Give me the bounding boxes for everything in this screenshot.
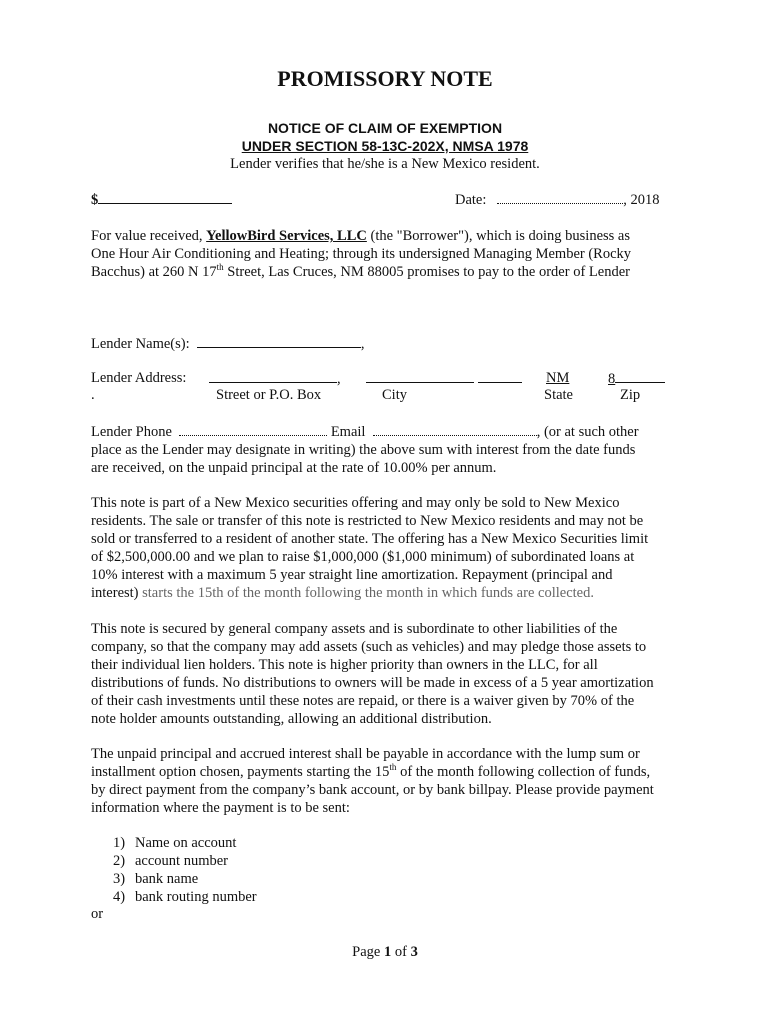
date-year: , 2018 <box>623 192 660 208</box>
intro-paragraph <box>91 227 691 281</box>
lender-name-blank[interactable] <box>197 335 361 348</box>
secured-paragraph <box>91 620 691 728</box>
city-blank-2[interactable] <box>478 370 522 383</box>
lender-name-field[interactable] <box>91 335 365 353</box>
phone-blank[interactable] <box>179 423 327 436</box>
secured-line: note holder amounts outstanding, allowing an additional distribution. <box>91 711 492 727</box>
intro-text: For value received, <box>91 228 207 244</box>
contact-line: are received, on the unpaid principal at the rate of 10.00% per annum. <box>91 460 497 476</box>
date-label: Date: <box>455 192 487 208</box>
lender-name-comma: , <box>360 336 365 352</box>
intro-text: Bacchus) at 260 N 17 <box>91 264 217 280</box>
state-value[interactable]: NM <box>546 370 570 386</box>
state-caption: State <box>544 387 573 403</box>
email-blank[interactable] <box>373 423 537 436</box>
contact-text: , (or at such other <box>536 424 639 440</box>
payment-text: of the month following collection of funds, <box>396 764 651 780</box>
zip-field[interactable] <box>608 370 665 388</box>
secured-line: distributions of funds. No distributions to owners will be made in excess of a 5 year amortization <box>91 675 654 691</box>
list-text: bank name <box>135 871 199 887</box>
secured-line: This note is secured by general company assets and is subordinate to other liabilities of the <box>91 621 618 637</box>
street-blank[interactable] <box>209 370 337 383</box>
intro-line: One Hour Air Conditioning and Heating; through its undersigned Managing Member (Rocky <box>91 246 632 262</box>
lender-name-label: Lender Name(s): <box>91 336 190 352</box>
list-text: Name on account <box>135 835 237 851</box>
notice-residency: Lender verifies that he/she is a New Mexico resident. <box>230 156 540 172</box>
payment-paragraph <box>91 745 691 817</box>
street-caption: Street or P.O. Box <box>216 387 322 403</box>
list-number: 1) <box>113 835 126 851</box>
street-comma: , <box>337 371 341 387</box>
page-label: Page <box>352 944 384 960</box>
dollar-sign: $ <box>91 192 99 208</box>
intro-text: Street, Las Cruces, NM 88005 promises to pay to the order of Lender <box>223 264 630 280</box>
intro-text: (the "Borrower"), which is doing business as <box>366 228 630 244</box>
amount-blank[interactable] <box>98 191 232 204</box>
amount-field[interactable] <box>91 191 232 209</box>
secured-line: company, so that the company may add assets (such as vehicles) and may pledge those assets to <box>91 639 647 655</box>
list-number: 4) <box>113 889 126 905</box>
list-text: account number <box>135 853 229 869</box>
city-caption: City <box>382 387 407 403</box>
street-field[interactable] <box>209 370 341 388</box>
securities-paragraph <box>91 494 691 602</box>
securities-line: residents. The sale or transfer of this note is restricted to New Mexico residents and may not be <box>91 513 644 529</box>
date-blank[interactable] <box>497 191 623 204</box>
superscript: th <box>389 763 397 773</box>
payment-text: installment option chosen, payments starting the 15 <box>91 764 390 780</box>
notice-heading: NOTICE OF CLAIM OF EXEMPTION <box>267 120 503 136</box>
borrower-company: YellowBird Services, LLC <box>206 228 367 244</box>
phone-label: Lender Phone <box>91 424 172 440</box>
date-field[interactable] <box>455 191 660 209</box>
superscript: th <box>216 263 224 273</box>
payment-line: information where the payment is to be sent: <box>91 800 350 816</box>
payment-line: by direct payment from the company’s bank account, or by bank billpay. Please provide payment <box>91 782 654 798</box>
payment-line: The unpaid principal and accrued interest shall be payable in accordance with the lump sum or <box>91 746 640 762</box>
total-pages: 3 <box>410 944 418 960</box>
list-item <box>113 888 257 906</box>
intro-line <box>91 227 691 245</box>
document-title: PROMISSORY NOTE <box>277 66 493 91</box>
securities-line: This note is part of a New Mexico securities offering and may only be sold to New Mexico <box>91 495 620 511</box>
securities-line: 10% interest with a maximum 5 year straight line amortization. Repayment (principal and <box>91 567 613 583</box>
lender-address-label: Lender Address: <box>91 370 187 386</box>
intro-line <box>91 263 691 281</box>
list-item <box>113 870 257 888</box>
payment-line <box>91 763 691 781</box>
securities-line: sold or transferred to a resident of another state. The offering has a New Mexico Securities limit <box>91 531 649 547</box>
list-item <box>113 834 257 852</box>
current-page: 1 <box>383 944 392 960</box>
list-text: bank routing number <box>135 889 257 905</box>
securities-line <box>91 584 691 602</box>
city-field[interactable] <box>366 370 522 388</box>
securities-grey-text: starts the 15th of the month following the month in which funds are collected. <box>138 585 594 601</box>
zip-caption: Zip <box>620 387 641 403</box>
securities-text: interest) <box>91 585 139 601</box>
city-blank[interactable] <box>366 370 474 383</box>
contact-line: place as the Lender may designate in writing) the above sum with interest from the date funds <box>91 442 636 458</box>
contact-paragraph <box>91 423 691 477</box>
list-item <box>113 852 257 870</box>
or-text: or <box>91 906 104 922</box>
notice-section: UNDER SECTION 58-13C-202X, NMSA 1978 <box>241 138 529 154</box>
payment-info-list <box>113 834 257 906</box>
secured-line: of their cash investments until these notes are repaid, or there is a waiver given by 70% of the <box>91 693 635 709</box>
zip-blank[interactable] <box>615 370 665 383</box>
page-of: of <box>391 944 411 960</box>
page-number <box>0 944 770 961</box>
email-label: Email <box>330 424 366 440</box>
zip-value: 8 <box>608 371 616 387</box>
secured-line: their individual lien holders. This note is higher priority than owners in the LLC, for all <box>91 657 598 673</box>
securities-line: of $2,500,000.00 and we plan to raise $1,000,000 ($1,000 minimum) of subordinated loans at <box>91 549 635 565</box>
list-number: 2) <box>113 853 126 869</box>
list-number: 3) <box>113 871 126 887</box>
address-dot: . <box>91 387 95 403</box>
contact-line <box>91 423 691 441</box>
